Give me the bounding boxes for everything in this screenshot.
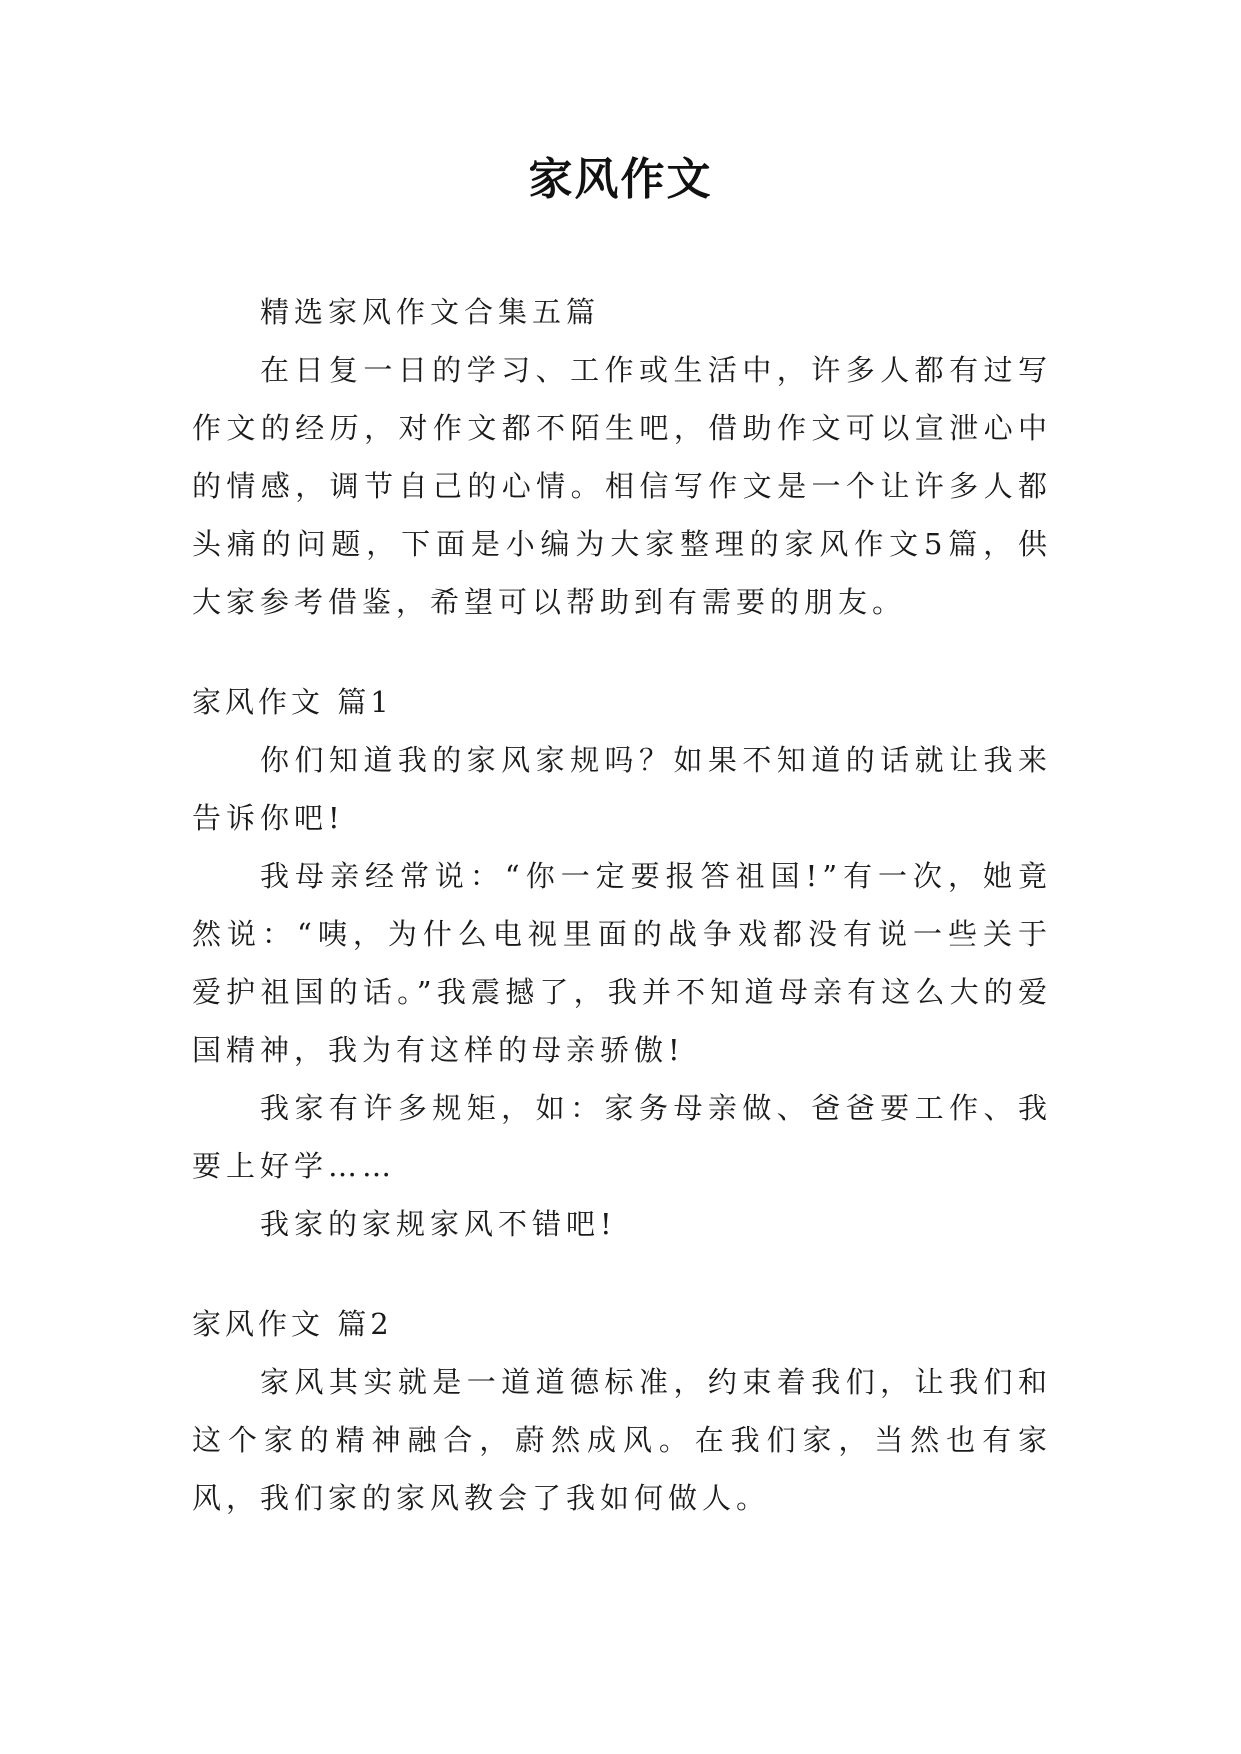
section-1-paragraph-1: 你们知道我的家风家规吗？如果不知道的话就让我来告诉你吧! [192,743,1052,835]
section-heading-2: 家风作文 篇2 [192,1307,393,1341]
document-body [192,283,1052,1527]
section-2-paragraph-1: 家风其实就是一道道德标准，约束着我们，让我们和这个家的精神融合，蔚然成风。在我们家，当然也有家风，我们家的家风教会了我如何做人。 [192,1365,1052,1515]
intro-heading: 精选家风作文合集五篇 [260,295,601,329]
section-spacer [192,631,1052,673]
section-1-paragraph-2: 我母亲经常说：“你一定要报答祖国!”有一次，她竟然说：“咦，为什么电视里面的战争戏都没有说一些关于爱护祖国的话。”我震撼了，我并不知道母亲有这么大的爱国精神，我为有这样的母亲骄傲! [192,859,1052,1067]
section-spacer [192,1253,1052,1295]
section-1-paragraph-3: 我家有许多规矩，如：家务母亲做、爸爸要工作、我要上好学…… [192,1091,1052,1183]
section-heading-1: 家风作文 篇1 [192,685,393,719]
intro-paragraph: 在日复一日的学习、工作或生活中，许多人都有过写作文的经历，对作文都不陌生吧，借助作文可以宣泄心中的情感，调节自己的心情。相信写作文是一个让许多人都头痛的问题，下面是小编为大家整理的家风作文5篇，供大家参考借鉴，希望可以帮助到有需要的朋友。 [192,353,1052,619]
section-1-paragraph-4: 我家的家规家风不错吧! [260,1207,617,1241]
document-title: 家风作文 [528,154,713,205]
